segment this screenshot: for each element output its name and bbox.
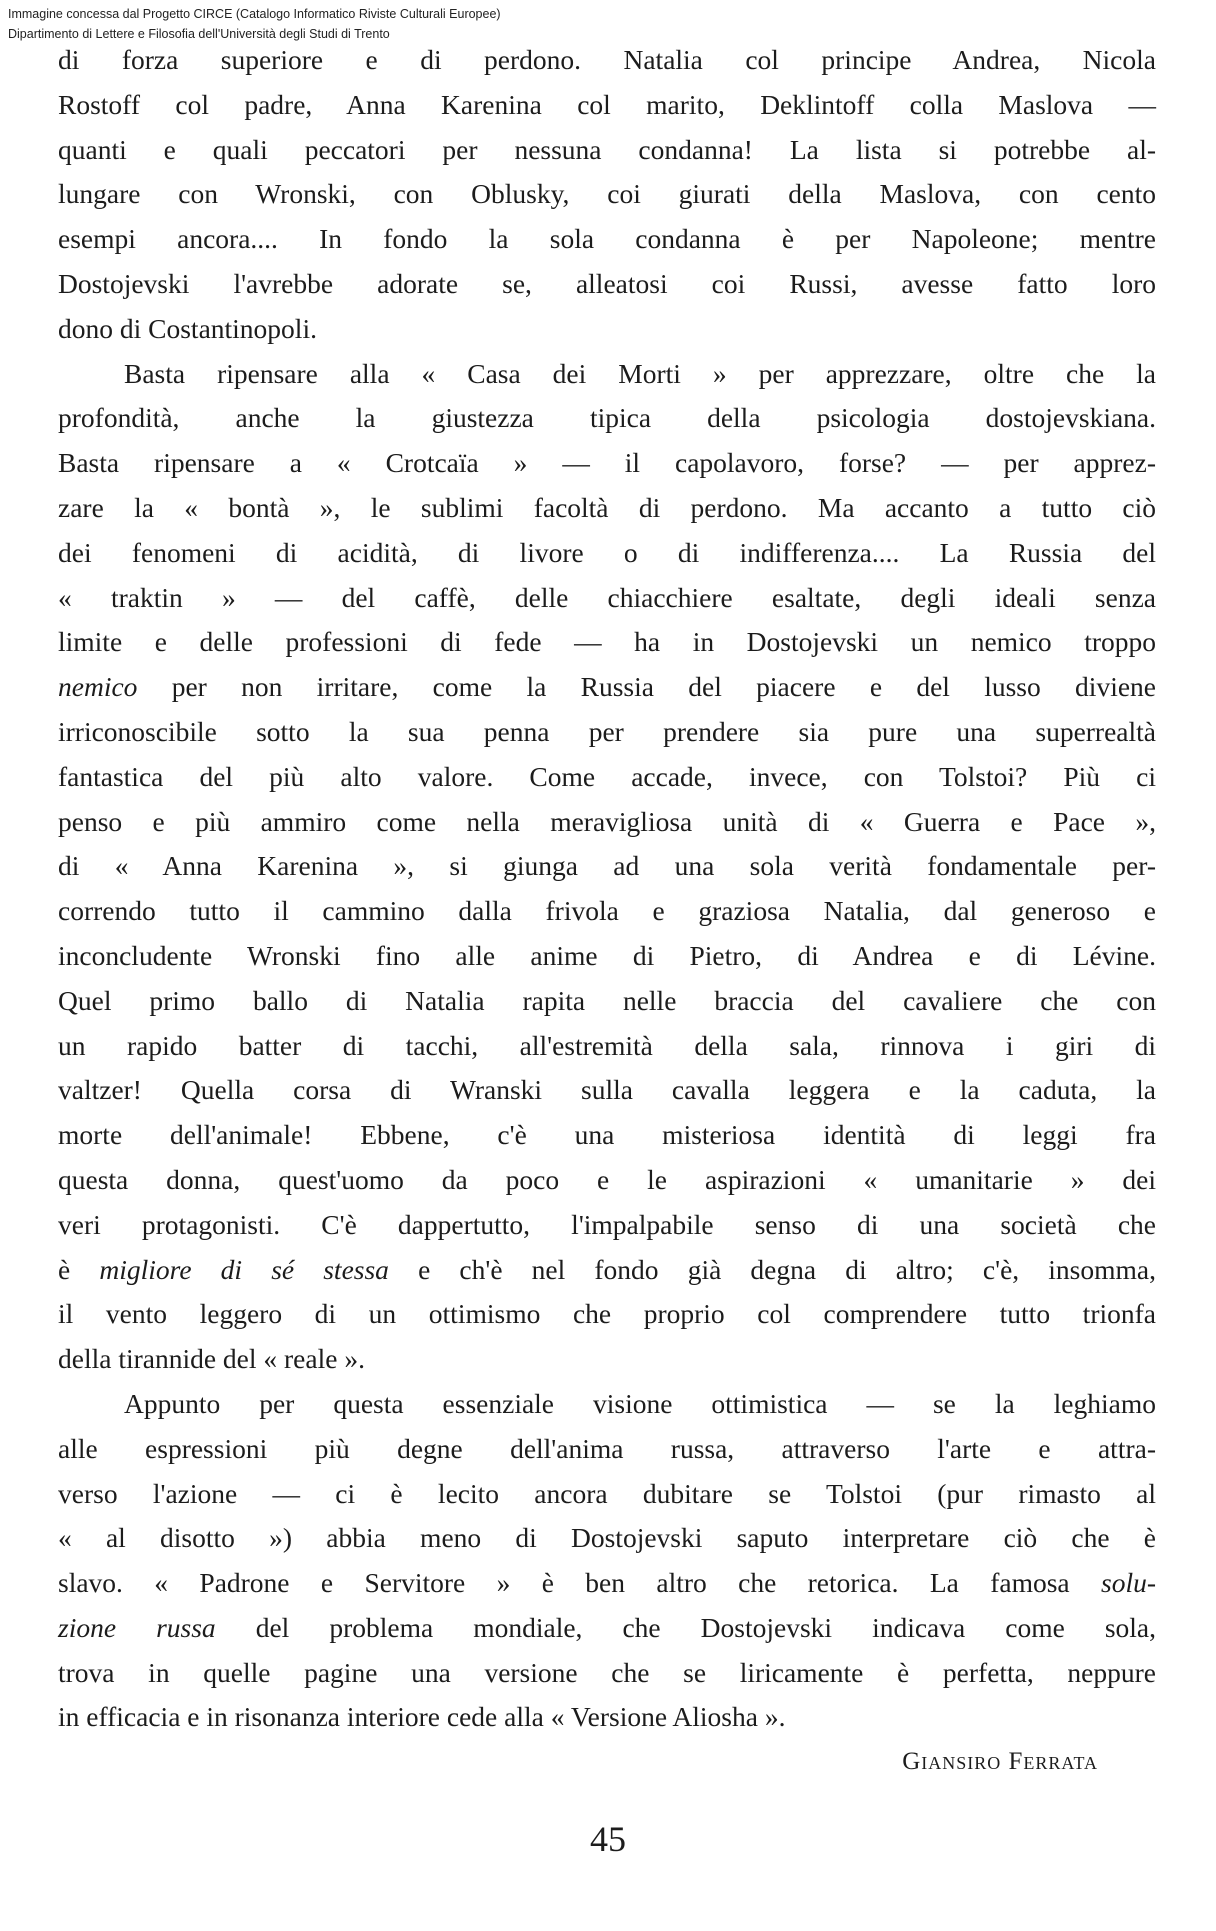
text-span: e ch'è nel fondo già degna di altro; c'è, insomma, xyxy=(418,1253,1156,1285)
text-line: penso e più ammiro come nella meravigliosa unità di « Guerra e Pace », xyxy=(58,805,1156,837)
text-line: veri protagonisti. C'è dappertutto, l'impalpabile senso di una società che xyxy=(58,1208,1156,1240)
text-line: limite e delle professioni di fede — ha in Dostojevski un nemico troppo xyxy=(58,626,1156,658)
text-span: del problema mondiale, che Dostojevski indicava come sola, xyxy=(255,1611,1156,1643)
text-line: alle espressioni più degne dell'anima russa, attraverso l'arte e attra- xyxy=(58,1432,1156,1464)
text-line: verso l'azione — ci è lecito ancora dubitare se Tolstoi (pur rimasto al xyxy=(58,1477,1156,1509)
text-line: trova in quelle pagine una versione che se liricamente è perfetta, neppure xyxy=(58,1656,1156,1688)
text-line: lungare con Wronski, con Oblusky, coi giurati della Maslova, con cento xyxy=(58,178,1156,210)
author-signature: Giansiro Ferrata xyxy=(902,1748,1098,1775)
text-line: quanti e quali peccatori per nessuna condanna! La lista si potrebbe al- xyxy=(58,133,1156,165)
italic-text: migliore di sé stessa xyxy=(99,1253,389,1285)
credit-line-1: Immagine concessa dal Progetto CIRCE (Catalogo Informatico Riviste Culturali Europee) xyxy=(8,7,501,21)
text-span: slavo. « Padrone e Servitore » è ben altro che retorica. La famosa xyxy=(58,1567,1070,1599)
text-line: « traktin » — del caffè, delle chiacchiere esaltate, degli ideali senza xyxy=(58,581,1156,613)
text-line: Dostojevski l'avrebbe adorate se, alleatosi coi Russi, avesse fatto loro xyxy=(58,267,1156,299)
text-line: in efficacia e in risonanza interiore cede alla « Versione Aliosha ». xyxy=(58,1701,786,1733)
italic-text: nemico xyxy=(58,671,138,703)
text-line: Basta ripensare alla « Casa dei Morti » per apprezzare, oltre che la xyxy=(124,357,1156,389)
text-line: profondità, anche la giustezza tipica della psicologia dostojevskiana. xyxy=(58,402,1156,434)
text-line: Quel primo ballo di Natalia rapita nelle braccia del cavaliere che con xyxy=(58,984,1156,1016)
text-line: Rostoff col padre, Anna Karenina col marito, Deklintoff colla Maslova — xyxy=(58,88,1156,120)
article-body xyxy=(58,38,1156,1740)
text-line: di « Anna Karenina », si giunga ad una sola verità fondamentale per- xyxy=(58,850,1156,882)
text-line: un rapido batter di tacchi, all'estremità della sala, rinnova i giri di xyxy=(58,1029,1156,1061)
italic-text: solu- xyxy=(1101,1567,1156,1599)
text-line: questa donna, quest'uomo da poco e le aspirazioni « umanitarie » dei xyxy=(58,1163,1156,1195)
text-line: il vento leggero di un ottimismo che proprio col comprendere tutto trionfa xyxy=(58,1298,1156,1330)
text-line xyxy=(58,1561,1156,1606)
text-line: inconcludente Wronski fino alle anime di Pietro, di Andrea e di Lévine. xyxy=(58,939,1156,971)
italic-text: zione russa xyxy=(58,1611,216,1643)
text-line: dono di Costantinopoli. xyxy=(58,312,317,344)
page-number: 45 xyxy=(590,1819,626,1859)
text-span: per non irritare, come la Russia del piacere e del lusso diviene xyxy=(171,671,1156,703)
credit-line-2: Dipartimento di Lettere e Filosofia dell'Università degli Studi di Trento xyxy=(8,27,390,41)
text-line: zare la « bontà », le sublimi facoltà di perdono. Ma accanto a tutto ciò xyxy=(58,491,1156,523)
text-line: valtzer! Quella corsa di Wranski sulla cavalla leggera e la caduta, la xyxy=(58,1074,1156,1106)
text-line: correndo tutto il cammino dalla frivola e graziosa Natalia, dal generoso e xyxy=(58,895,1156,927)
text-line: dei fenomeni di acidità, di livore o di indifferenza.... La Russia del xyxy=(58,536,1156,568)
text-line: Basta ripensare a « Crotcaïa » — il capolavoro, forse? — per apprez- xyxy=(58,447,1156,479)
text-line: « al disotto ») abbia meno di Dostojevski saputo interpretare ciò che è xyxy=(58,1522,1156,1554)
text-line xyxy=(58,1248,1156,1293)
text-line: morte dell'animale! Ebbene, c'è una misteriosa identità di leggi fra xyxy=(58,1119,1156,1151)
text-line: della tirannide del « reale ». xyxy=(58,1343,365,1375)
text-line: esempi ancora.... In fondo la sola condanna è per Napoleone; mentre xyxy=(58,223,1156,255)
text-line: di forza superiore e di perdono. Natalia col principe Andrea, Nicola xyxy=(58,44,1156,75)
text-line: Appunto per questa essenziale visione ottimistica — se la leghiamo xyxy=(124,1387,1156,1419)
text-line: irriconoscibile sotto la sua penna per prendere sia pure una superrealtà xyxy=(58,715,1156,747)
text-line xyxy=(58,1606,1156,1651)
text-span: è xyxy=(58,1253,71,1285)
text-line xyxy=(58,665,1156,710)
text-line: fantastica del più alto valore. Come accade, invece, con Tolstoi? Più ci xyxy=(58,760,1156,792)
